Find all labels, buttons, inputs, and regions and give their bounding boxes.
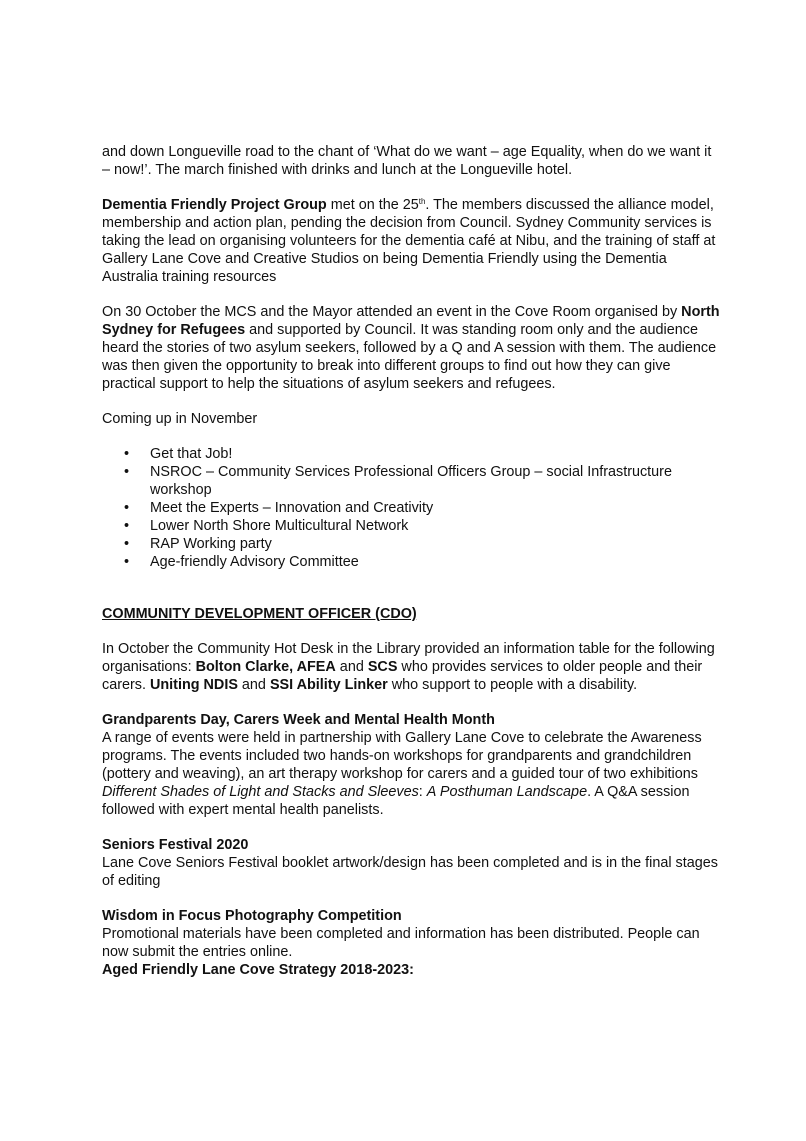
wisdom-paragraph: Promotional materials have been completed and information has been distributed. People can now submit the entries online.	[102, 926, 700, 960]
document-page	[102, 143, 722, 979]
seniors-paragraph: Lane Cove Seniors Festival booklet artwork/design has been completed and is in the final stages of editing	[102, 855, 718, 889]
seniors-heading: Seniors Festival 2020	[102, 837, 249, 853]
dementia-group-name: Dementia Friendly Project Group	[102, 197, 327, 213]
grandparents-heading: Grandparents Day, Carers Week and Mental Health Month	[102, 712, 495, 728]
coming-up-list	[102, 445, 722, 571]
coming-up-label: Coming up in November	[102, 411, 258, 427]
cdo-heading: COMMUNITY DEVELOPMENT OFFICER (CDO)	[102, 606, 417, 622]
bullet-icon: •	[124, 464, 130, 480]
bullet-icon: •	[124, 518, 130, 534]
list-item: • Meet the Experts – Innovation and Creativity	[124, 500, 434, 516]
bullet-icon: •	[124, 536, 130, 552]
bullet-icon: •	[124, 554, 130, 570]
bullet-icon: •	[124, 446, 130, 462]
bullet-icon: •	[124, 500, 130, 516]
grandparents-paragraph: A range of events were held in partnership with Gallery Lane Cove to celebrate the Awareness programs. The events included two hands-on workshops for grandparents and grandchildren (pottery and weaving), an art therapy workshop for carers and a guided tour of two exhibitions Different Shades of Light and Stacks and Sleeves: A Posthuman Landscape. A Q&A session followed with expert mental health panelists.	[102, 730, 702, 818]
hotdesk-paragraph: In October the Community Hot Desk in the Library provided an information table for the following organisations: Bolton Clarke, AFEA and SCS who provides services to older people and their carers. Uniting NDIS and SSI Ability Linker who support to people with a disability.	[102, 641, 715, 693]
refugees-org: North Sydney for Refugees	[102, 304, 720, 338]
list-item: • Get that Job!	[124, 446, 233, 462]
wisdom-heading: Wisdom in Focus Photography Competition	[102, 908, 402, 924]
list-item: • Age-friendly Advisory Committee	[124, 554, 359, 570]
list-item: • RAP Working party	[124, 536, 272, 552]
refugees-paragraph: On 30 October the MCS and the Mayor attended an event in the Cove Room organised by North Sydney for Refugees and supported by Council. It was standing room only and the audience heard the stories of two asylum seekers, followed by a Q and A session with them. The audience was then given the opportunity to break into different groups to find out how they can give practical support to help the situations of asylum seekers and refugees.	[102, 304, 720, 392]
aged-friendly-heading: Aged Friendly Lane Cove Strategy 2018-2023:	[102, 962, 414, 978]
list-item: • Lower North Shore Multicultural Network	[124, 518, 409, 534]
list-item: • NSROC – Community Services Professional Officers Group – social Infrastructure workshop	[124, 464, 672, 498]
dementia-paragraph: Dementia Friendly Project Group met on the 25th. The members discussed the alliance model, membership and action plan, pending the decision from Council. Sydney Community services is taking the lead on organising volunteers for the dementia café at Nibu, and the training of staff at Gallery Lane Cove and Creative Studios on being Dementia Friendly using the Dementia Australia training resources	[102, 197, 716, 285]
march-paragraph: and down Longueville road to the chant of ‘What do we want – age Equality, when do we want it – now!’. The march finished with drinks and lunch at the Longueville hotel.	[102, 144, 712, 178]
ordinal-suffix: th	[418, 197, 426, 206]
